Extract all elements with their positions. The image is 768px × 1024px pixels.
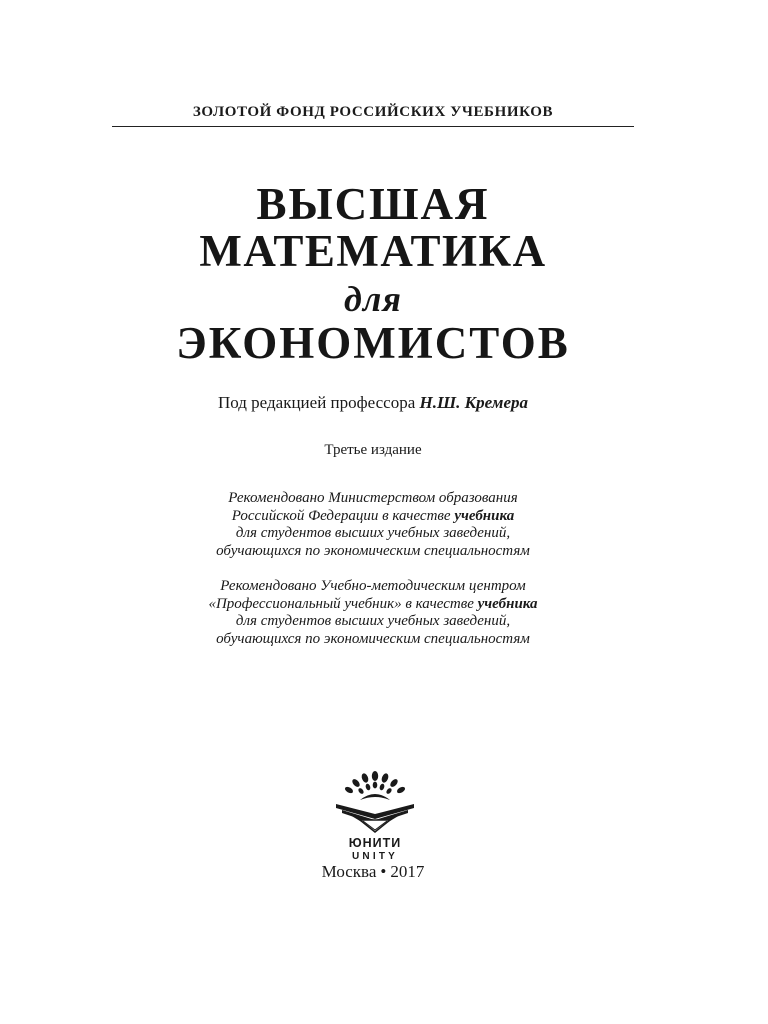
publisher-name-ru: ЮНИТИ bbox=[348, 836, 402, 850]
book-title-line-3: для bbox=[344, 279, 402, 319]
recommendation-text: «Профессиональный учебник» в качестве bbox=[208, 595, 474, 612]
sunburst-icon bbox=[344, 771, 406, 800]
recommendation-block-1 bbox=[100, 490, 646, 560]
imprint-year: 2017 bbox=[390, 862, 425, 881]
imprint-city: Москва bbox=[321, 862, 377, 881]
recommendation-emphasis: учебника bbox=[454, 507, 515, 524]
recommendation-block-2 bbox=[100, 578, 646, 648]
series-divider bbox=[112, 126, 634, 127]
book-title-line-2: МАТЕМАТИКА bbox=[199, 226, 547, 276]
editor-prefix: Под редакцией профессора bbox=[218, 393, 416, 412]
imprint bbox=[100, 862, 646, 882]
series-name: ЗОЛОТОЙ ФОНД РОССИЙСКИХ УЧЕБНИКОВ bbox=[192, 104, 554, 120]
open-book-icon bbox=[336, 804, 414, 832]
recommendation-line: для студентов высших учебных заведений, bbox=[235, 613, 511, 629]
recommendation-line bbox=[100, 508, 646, 526]
unity-publisher-logo-icon bbox=[330, 770, 420, 862]
recommendation-emphasis: учебника bbox=[477, 595, 538, 612]
imprint-separator: • bbox=[380, 862, 387, 881]
recommendation-line: обучающихся по экономическим специальностям bbox=[216, 630, 530, 647]
recommendation-line: для студентов высших учебных заведений, bbox=[235, 525, 511, 541]
recommendation-line: Рекомендовано Министерством образования bbox=[228, 490, 518, 506]
editor-credit bbox=[100, 393, 646, 413]
recommendation-line: Рекомендовано Учебно-методическим центром bbox=[220, 578, 526, 594]
edition-label: Третье издание bbox=[324, 442, 422, 458]
recommendation-line bbox=[100, 596, 646, 614]
publisher-name-en: UNITY bbox=[352, 851, 398, 862]
book-title-line-1: ВЫСШАЯ bbox=[256, 179, 490, 229]
recommendation-text: Российской Федерации в качестве bbox=[231, 507, 451, 524]
book-title-line-4: ЭКОНОМИСТОВ bbox=[176, 318, 570, 368]
editor-name: Н.Ш. Кремера bbox=[419, 393, 528, 412]
recommendation-line: обучающихся по экономическим специальностям bbox=[216, 542, 530, 559]
